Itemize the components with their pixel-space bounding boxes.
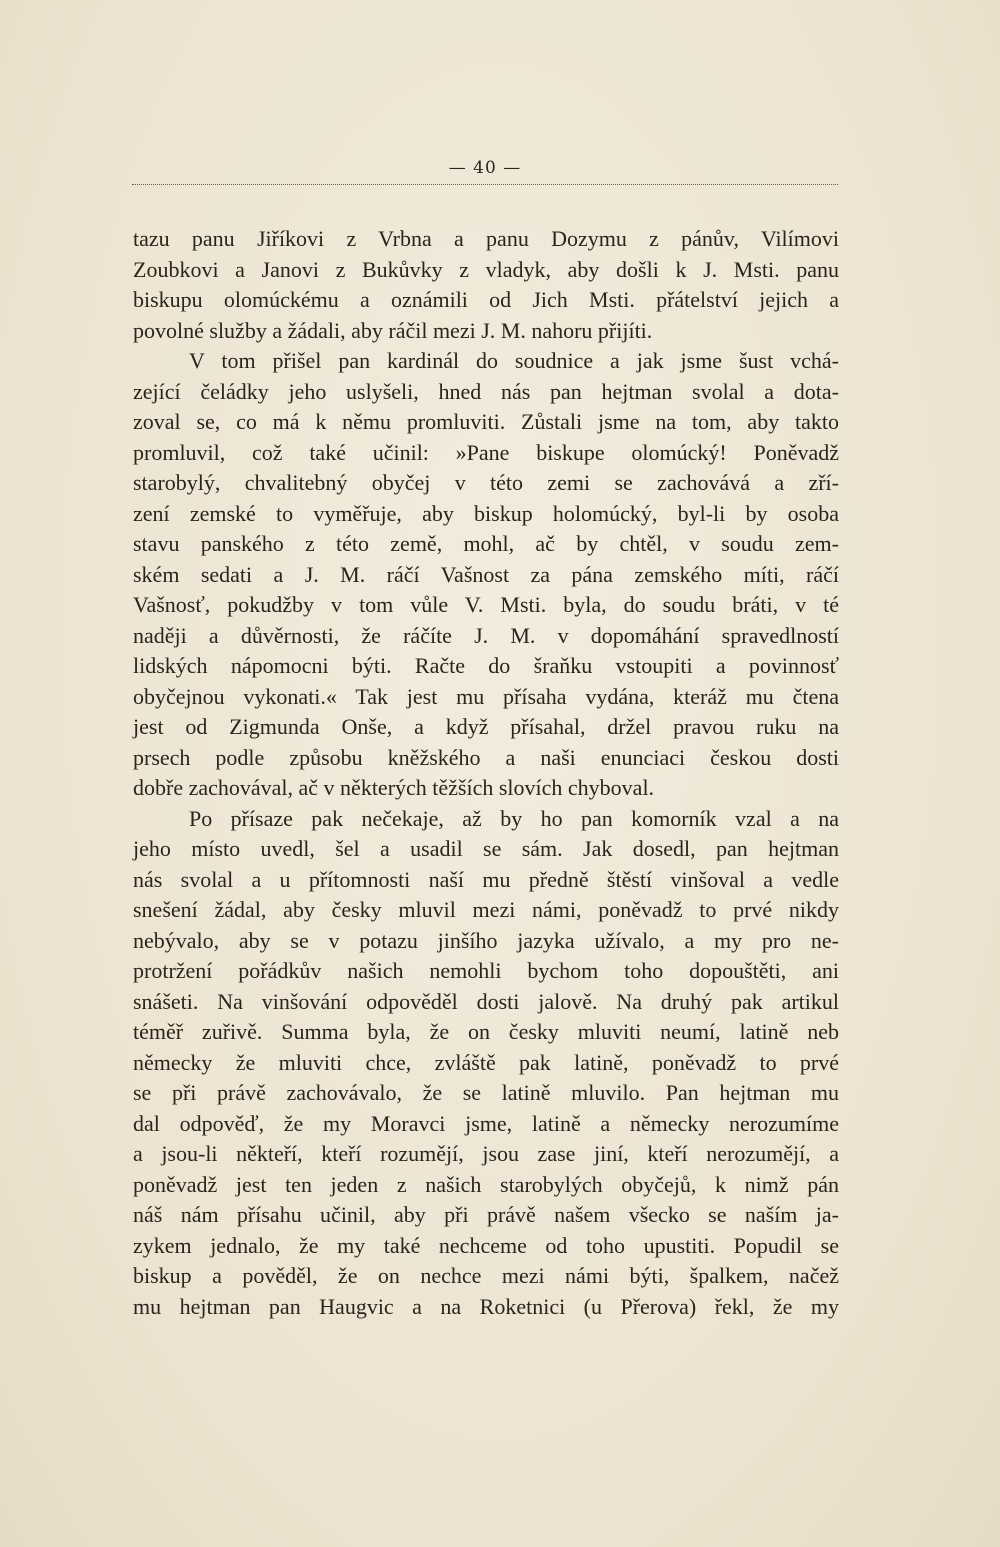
text-line: zení zemské to vyměřuje, aby biskup holomúcký, byl-li by osoba [133,500,839,526]
text-line: poněvadž jest ten jeden z našich starobylých obyčejů, k nimž pán [133,1171,839,1197]
text-line: zykem jednalo, že my také nechceme od toho upustiti. Popudil se [133,1232,839,1258]
text-line: dal odpověď, že my Moravci jsme, latině a německy nerozumíme [133,1110,839,1136]
text-line: starobylý, chvalitebný obyčej v této zemi se zachovává a zří- [133,470,839,495]
text-line: mu hejtman pan Haugvic a na Roketnici (u Přerova) řekl, že my [133,1293,839,1319]
text-line: stavu panského z této země, mohl, ač by chtěl, v soudu zem- [133,531,839,556]
text-line: tazu panu Jiříkovi z Vrbna a panu Dozymu z pánův, Vilímovi [133,226,839,251]
text-line: V tom přišel pan kardinál do soudnice a jak jsme šust vchá- [189,348,839,373]
text-line: a jsou-li někteří, kteří rozumějí, jsou zase jiní, kteří nerozumějí, a [133,1141,839,1166]
text-line: biskup a pověděl, že on nechce mezi námi býti, špalkem, načež [133,1263,839,1288]
text-line: obyčejnou vykonati.« Tak jest mu přísaha vydána, kteráž mu čtena [133,683,839,709]
text-line: téměř zuřivě. Summa byla, že on česky mluviti neumí, latině neb [133,1019,839,1044]
text-line: zející čeládky jeho uslyšeli, hned nás pan hejtman svolal a dota- [133,378,839,404]
text-line: povolné služby a žádali, aby ráčil mezi J. M. nahoru přijíti. [133,317,653,343]
page-number: — 40 — [448,158,522,178]
body-text [133,224,839,1322]
text-line: Vašnosť, pokudžby v tom vůle V. Msti. byla, do soudu bráti, v té [133,592,839,617]
text-line: lidských nápomocni býti. Račte do šraňku vstoupiti a povinnosť [133,653,839,678]
text-line: nás svolal a u přítomnosti naší mu předně štěstí vinšoval a vedle [133,866,839,892]
text-line: Zoubkovi a Janovi z Bukůvky z vladyk, aby došli k J. Msti. panu [133,256,839,282]
text-line: dobře zachovával, ač v některých těžších slovích chyboval. [133,775,655,800]
text-line: náš nám přísahu učinil, aby při právě našem všecko se naším ja- [133,1202,839,1227]
text-line: prsech podle způsobu kněžského a naši enunciaci českou dosti [133,744,839,770]
text-line: jest od Zigmunda Onše, a když přísahal, držel pravou ruku na [133,714,839,739]
text-line: protržení pořádkův našich nemohli bychom toho dopouštěti, ani [133,958,839,983]
text-line: německy že mluviti chce, zvláště pak latině, poněvadž to prvé [133,1049,839,1075]
text-line: snášeti. Na vinšování odpověděl dosti jalově. Na druhý pak artikul [133,988,839,1014]
text-line: se při právě zachovávalo, že se latině mluvilo. Pan hejtman mu [133,1080,839,1105]
text-line: naději a důvěrnosti, že ráčíte J. M. v dopomáhání spravedlností [133,622,839,648]
text-line: Po přísaze pak nečekaje, až by ho pan komorník vzal a na [189,805,839,831]
text-line: snešení žádal, aby česky mluvil mezi námi, poněvadž to prvé nikdy [133,897,839,922]
text-line: zoval se, co má k němu promluviti. Zůstali jsme na tom, aby takto [133,409,839,434]
text-line: nebývalo, aby se v potazu jinšího jazyka užívalo, a my pro ne- [133,927,839,953]
text-line: promluvil, což také učinil: »Pane biskupe olomúcký! Poněvadž [133,439,839,465]
text-line: jeho místo uvedl, šel a usadil se sám. Jak dosedl, pan hejtman [133,836,839,861]
text-line: biskupu olomúckému a oznámili od Jich Msti. přátelství jejich a [133,287,839,312]
header-rule [132,184,838,185]
text-line: ském sedati a J. M. ráčí Vašnost za pána zemského míti, ráčí [133,561,839,587]
